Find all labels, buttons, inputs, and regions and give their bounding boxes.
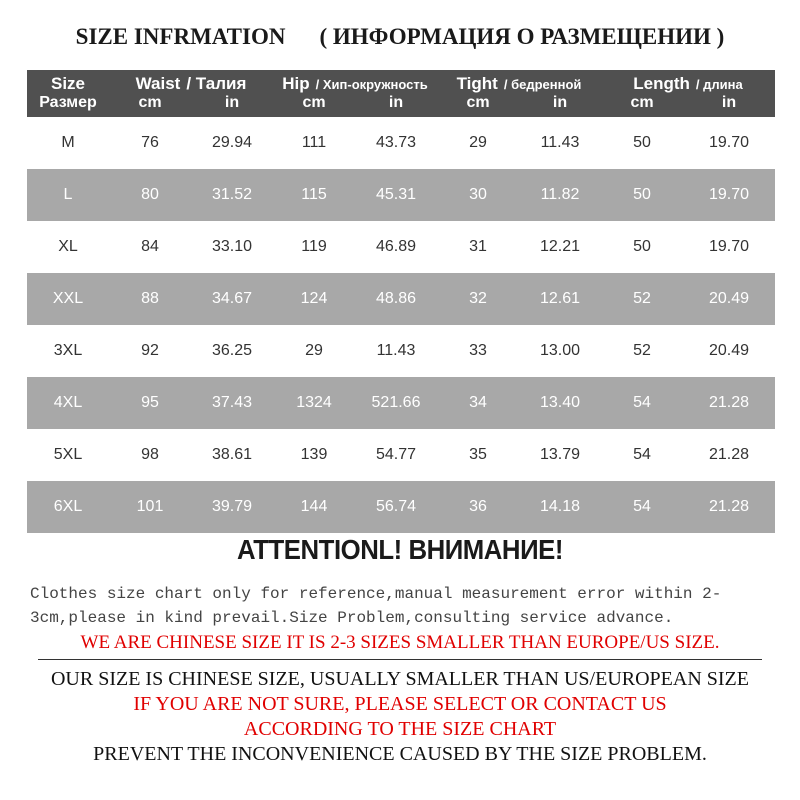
size-table-body [27, 117, 775, 533]
table-row [27, 169, 775, 221]
measurement-cell: 11.43 [376, 342, 416, 359]
unit-cell: cm [437, 94, 519, 117]
unit-cell: in [519, 94, 601, 117]
header-waist: Waist / Талия [109, 70, 273, 94]
size-label-cell: 4XL [27, 377, 109, 429]
measurement-cell: 50 [633, 238, 651, 255]
measurement-cell: 29.94 [211, 134, 253, 151]
table-row [27, 273, 775, 325]
measurement-cell: 19.70 [683, 169, 775, 221]
measurement-cell: 30 [437, 169, 519, 221]
measurement-cell: 50 [601, 169, 683, 221]
measurement-cell: 14.18 [519, 481, 601, 533]
size-label-cell: 3XL [53, 342, 83, 359]
measurement-cell: 50 [633, 134, 651, 151]
measurement-cell: 11.82 [519, 169, 601, 221]
header-tight: Tight / бедренной [437, 70, 601, 94]
measurement-cell: 32 [437, 273, 519, 325]
measurement-cell: 124 [273, 273, 355, 325]
measurement-cell: 36 [437, 481, 519, 533]
unit-cell: cm [601, 94, 683, 117]
footer-line-4: PREVENT THE INCONVENIENCE CAUSED BY THE SIZE PROBLEM. [93, 743, 707, 765]
measurement-cell: 56.74 [355, 481, 437, 533]
measurement-cell: 34.67 [191, 273, 273, 325]
measurement-cell: 43.73 [375, 134, 417, 151]
measurement-cell: 21.28 [708, 446, 750, 463]
measurement-cell: 13.00 [539, 342, 581, 359]
measurement-cell: 31.52 [191, 169, 273, 221]
measurement-cell: 115 [273, 169, 355, 221]
measurement-cell: 144 [273, 481, 355, 533]
size-label-cell: L [27, 169, 109, 221]
measurement-cell: 36.25 [211, 342, 253, 359]
size-label-cell: 6XL [27, 481, 109, 533]
table-row [27, 325, 775, 377]
unit-cell: cm [109, 94, 191, 117]
measurement-cell: 20.49 [708, 342, 750, 359]
measurement-cell: 21.28 [683, 377, 775, 429]
measurement-cell: 119 [301, 238, 327, 255]
divider [38, 659, 762, 660]
measurement-cell: 54 [601, 377, 683, 429]
measurement-cell: 98 [141, 446, 159, 463]
table-row [27, 221, 775, 273]
measurement-cell: 139 [300, 446, 328, 463]
measurement-cell: 37.43 [191, 377, 273, 429]
measurement-cell: 95 [109, 377, 191, 429]
footer-line-1: OUR SIZE IS CHINESE SIZE, USUALLY SMALLER THAN US/EUROPEAN SIZE [50, 668, 749, 690]
footer-line-2: IF YOU ARE NOT SURE, PLEASE SELECT OR CONTACT US [133, 693, 667, 715]
reference-note: Clothes size chart only for reference,manual measurement error within 2-3cm,please in kind prevail.Size Problem,consulting service advance. [30, 585, 722, 627]
measurement-cell: 45.31 [355, 169, 437, 221]
table-row [27, 481, 775, 533]
measurement-cell: 1324 [273, 377, 355, 429]
measurement-cell: 48.86 [355, 273, 437, 325]
page-title [0, 24, 800, 50]
table-row [27, 429, 775, 481]
header-length: Length / длина [601, 70, 775, 94]
table-row [27, 377, 775, 429]
chinese-size-warning: WE ARE CHINESE SIZE IT IS 2-3 SIZES SMALLER THAN EUROPE/US SIZE. [80, 632, 720, 653]
measurement-cell: 38.61 [211, 446, 253, 463]
unit-cell: in [683, 94, 775, 117]
measurement-cell: 19.70 [708, 238, 750, 255]
measurement-cell: 84 [141, 238, 159, 255]
measurement-cell: 54 [601, 481, 683, 533]
measurement-cell: 521.66 [355, 377, 437, 429]
measurement-cell: 33.10 [211, 238, 253, 255]
table-row [27, 117, 775, 169]
unit-cell: cm [273, 94, 355, 117]
measurement-cell: 12.21 [539, 238, 581, 255]
header-hip: Hip / Хип-окружность [273, 70, 437, 94]
measurement-cell: 54 [633, 446, 651, 463]
size-label-cell: 5XL [53, 446, 83, 463]
header-size-russian: Размер [27, 94, 109, 117]
measurement-cell: 13.40 [519, 377, 601, 429]
size-chart-table [27, 70, 775, 533]
measurement-cell: 52 [601, 273, 683, 325]
footer-line-3: ACCORDING TO THE SIZE CHART [243, 718, 557, 740]
unit-cell: in [355, 94, 437, 117]
header-size: Size [27, 70, 109, 94]
measurement-cell: 111 [301, 134, 327, 151]
header-row-units [27, 94, 775, 117]
header-row-groups [27, 70, 775, 94]
measurement-cell: 13.79 [539, 446, 581, 463]
measurement-cell: 20.49 [683, 273, 775, 325]
size-label-cell: XXL [27, 273, 109, 325]
measurement-cell: 29 [469, 134, 487, 151]
measurement-cell: 46.89 [375, 238, 417, 255]
measurement-cell: 33 [469, 342, 487, 359]
footer-notice [0, 667, 800, 767]
measurement-cell: 54.77 [375, 446, 417, 463]
unit-cell: in [191, 94, 273, 117]
title-english: SIZE INFRMATION [75, 24, 286, 49]
measurement-cell: 101 [109, 481, 191, 533]
title-russian: ( ИНФОРМАЦИЯ О РАЗМЕЩЕНИИ ) [319, 24, 725, 49]
attention-heading: ATTENTIONL! ВНИМАНИЕ! [237, 534, 563, 565]
measurement-cell: 19.70 [708, 134, 750, 151]
measurement-cell: 92 [141, 342, 159, 359]
measurement-cell: 29 [305, 342, 323, 359]
measurement-cell: 31 [469, 238, 487, 255]
measurement-cell: 76 [141, 134, 159, 151]
measurement-cell: 80 [109, 169, 191, 221]
measurement-cell: 39.79 [191, 481, 273, 533]
measurement-cell: 34 [437, 377, 519, 429]
measurement-cell: 88 [109, 273, 191, 325]
measurement-cell: 35 [469, 446, 487, 463]
measurement-cell: 21.28 [683, 481, 775, 533]
size-label-cell: M [61, 134, 75, 151]
size-label-cell: XL [58, 238, 78, 255]
measurement-cell: 12.61 [519, 273, 601, 325]
measurement-cell: 52 [633, 342, 651, 359]
measurement-cell: 11.43 [540, 134, 580, 151]
